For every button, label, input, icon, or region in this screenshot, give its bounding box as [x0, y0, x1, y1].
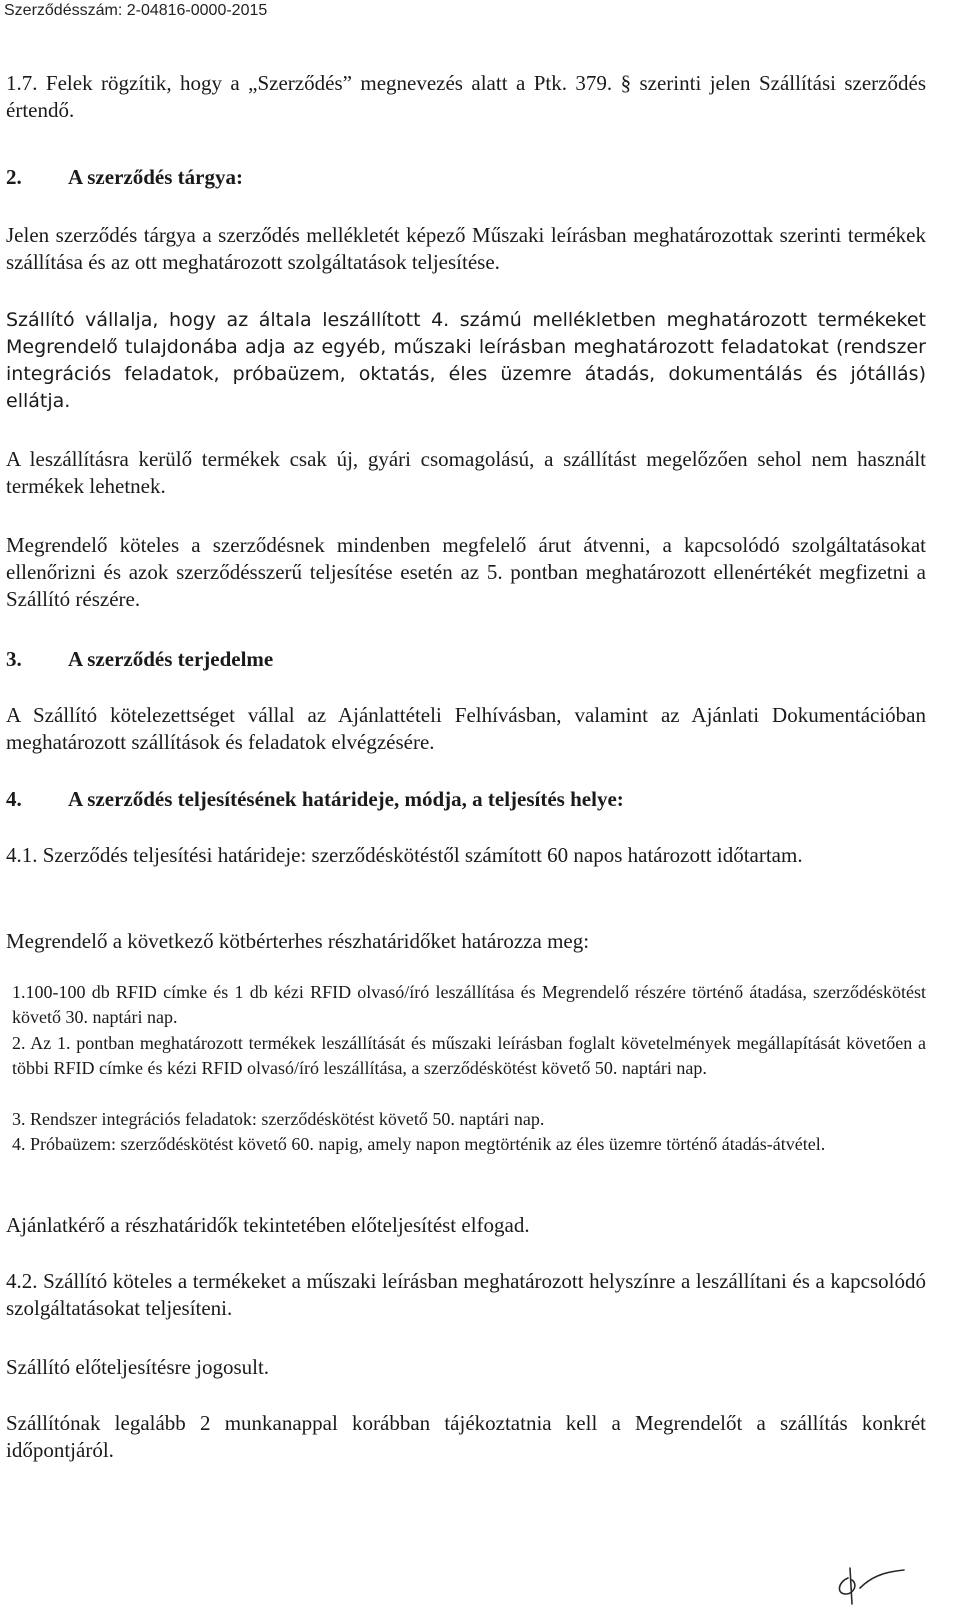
section-2-heading [6, 165, 243, 190]
section-title: A szerződés teljesítésének határideje, módja, a teljesítés helye: [68, 787, 624, 811]
milestone-item-3: 3. Rendszer integrációs feladatok: szerződéskötést követő 50. naptári nap. [12, 1109, 545, 1129]
section-3-heading [6, 647, 273, 672]
section-4-1-text: 4.1. Szerződés teljesítési határideje: szerződéskötéstől számított 60 napos határozott időtartam. [6, 843, 803, 867]
handwritten-signature [830, 1560, 910, 1610]
section-number: 4. [6, 787, 22, 811]
section-number: 2. [6, 165, 22, 189]
section-2-paragraph-1: Jelen szerződés tárgya a szerződés mellékletét képező Műszaki leírásban meghatározottak szerinti termékek szállítása és az ott meghatározott szolgáltatások teljesítése. [6, 223, 926, 274]
early-performance-accept: Ajánlatkérő a részhatáridők tekintetében előteljesítést elfogad. [6, 1213, 530, 1237]
section-2-paragraph-3: A leszállításra kerülő termékek csak új, gyári csomagolású, a szállítást megelőzően sehol nem használt termékek lehetnek. [6, 447, 926, 498]
section-title: A szerződés tárgya: [68, 165, 243, 189]
delivery-notification: Szállítónak legalább 2 munkanappal korábban tájékoztatnia kell a Megrendelőt a szállítás konkrét időpontjáról. [6, 1411, 926, 1462]
milestones-intro: Megrendelő a következő kötbérterhes részhatáridőket határozza meg: [6, 929, 590, 953]
section-3-paragraph-1: A Szállító kötelezettséget vállal az Ajánlattételi Felhívásban, valamint az Ajánlati Dokumentációban meghatározott szállítások és feladatok elvégzésére. [6, 703, 926, 754]
section-4-heading [6, 787, 624, 812]
early-performance-right: Szállító előteljesítésre jogosult. [6, 1355, 270, 1379]
section-4-2-text: 4.2. Szállító köteles a termékeket a műszaki leírásban meghatározott helyszínre a leszállítani és a kapcsolódó szolgáltatásokat teljesíteni. [6, 1269, 926, 1320]
section-title: A szerződés terjedelme [68, 647, 274, 671]
section-2-paragraph-4: Megrendelő köteles a szerződésnek mindenben megfelelő árut átvenni, a kapcsolódó szolgáltatásokat ellenőrizni és azok szerződésszerű teljesítése esetén az 5. pontban meghatározott ellenértékét megfizetni a Szállító részére. [6, 533, 926, 611]
milestone-item-1: 1.100-100 db RFID címke és 1 db kézi RFID olvasó/író leszállítása és Megrendelő részére történő átadása, szerződéskötést követő 30. naptári nap. [12, 982, 926, 1027]
section-2-paragraph-2: Szállító vállalja, hogy az általa leszállított 4. számú mellékletben meghatározott termékeket Megrendelő tulajdonába adja az egyéb, műszaki leírásban meghatározott feladatokat (rendszer integrációs feladatok, próbaüzem, oktatás, éles üzemre átadás, dokumentálás és jótállás) ellátja. [6, 309, 926, 412]
section-number: 3. [6, 647, 22, 671]
milestone-item-4: 4. Próbaüzem: szerződéskötést követő 60. napig, amely napon megtörténik az éles üzemre történő átadás-átvétel. [12, 1134, 826, 1154]
milestone-item-2: 2. Az 1. pontban meghatározott termékek leszállítását és műszaki leírásban foglalt követelmények megállapítását követően a többi RFID címke és kézi RFID olvasó/író leszállítása, a szerződéskötést követő 50. naptári nap. [12, 1033, 926, 1078]
section-1-7-text: 1.7. Felek rögzítik, hogy a „Szerződés” megnevezés alatt a Ptk. 379. § szerinti jelen Szállítási szerződés értendő. [6, 71, 926, 122]
contract-number: Szerződésszám: 2-04816-0000-2015 [4, 2, 268, 19]
